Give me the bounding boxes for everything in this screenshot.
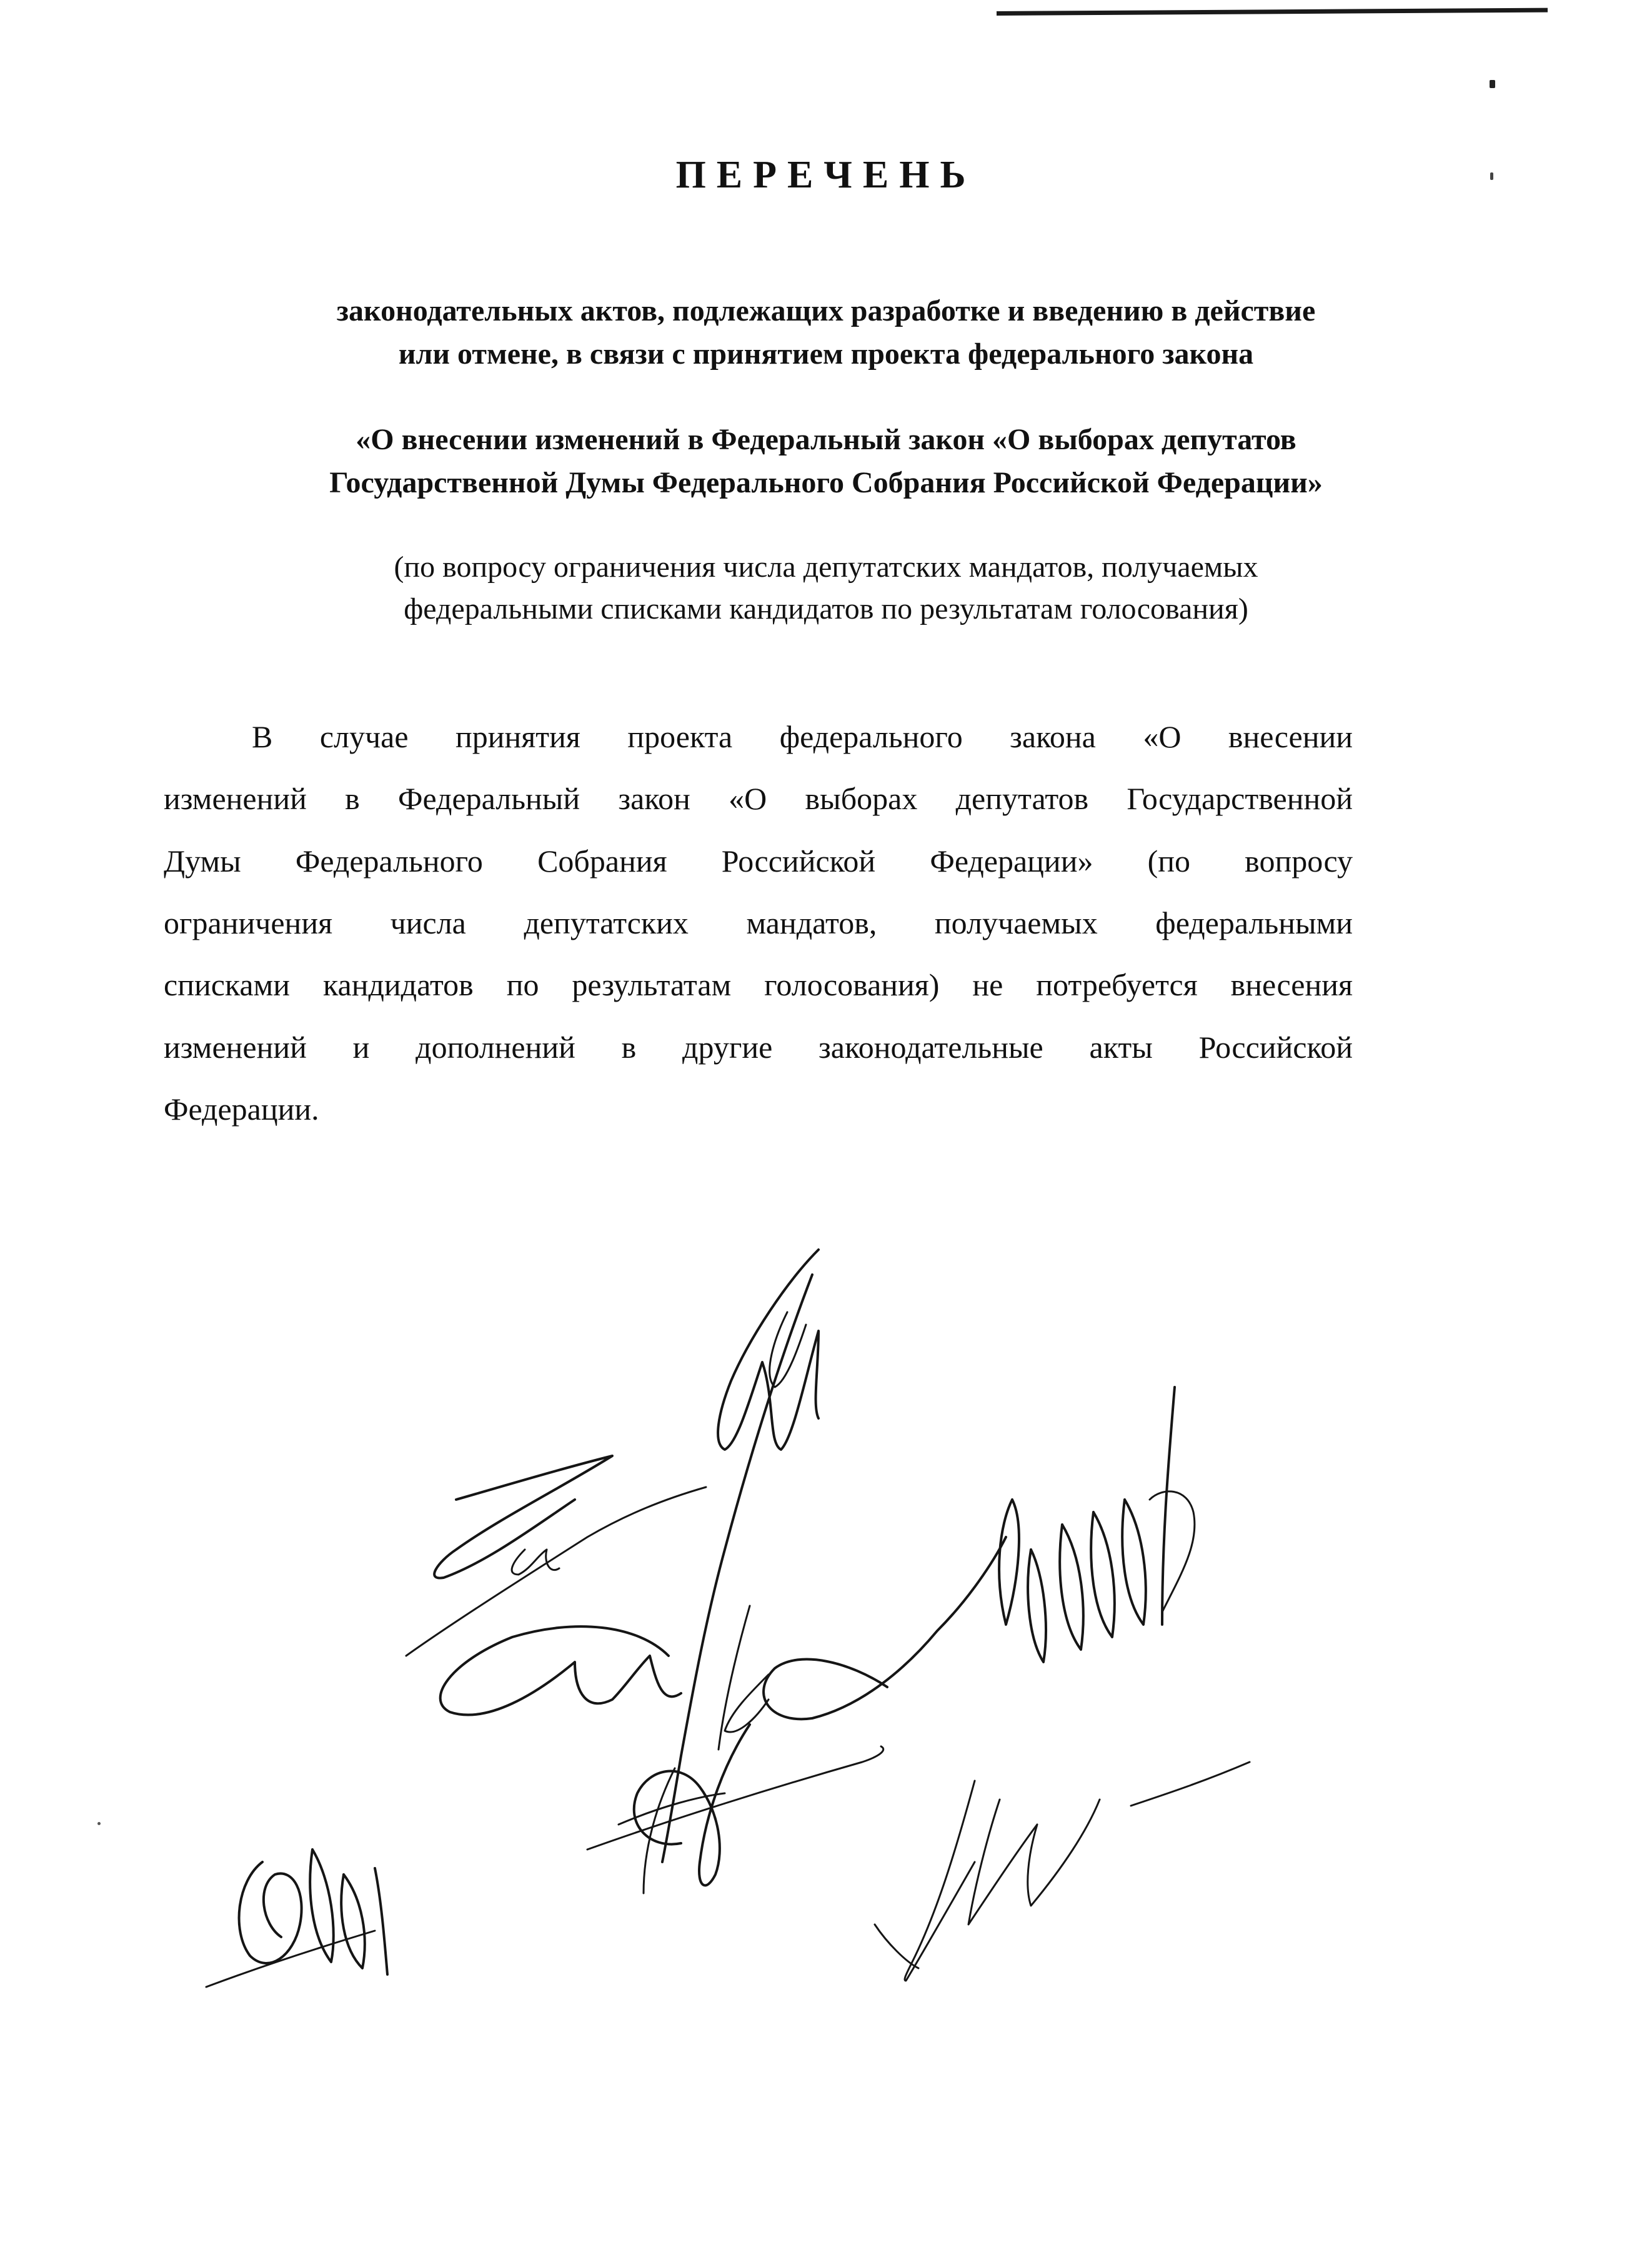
body-paragraph-line: Федерации.	[164, 1092, 319, 1127]
signature-left-middle	[406, 1456, 706, 1656]
subtitle-line: или отмене, в связи с принятием проекта федерального закона	[398, 337, 1254, 371]
scan-speck	[97, 1822, 101, 1825]
document-title: ПЕРЕЧЕНЬ	[675, 154, 977, 196]
subject-note-line: (по вопросу ограничения числа депутатских мандатов, получаемых	[394, 550, 1258, 584]
body-paragraph-line: изменений и дополнений в другие законодательные акты Российской	[164, 1030, 1353, 1065]
body-paragraph-line: В случае принятия проекта федерального закона «О внесении	[252, 719, 1353, 754]
scan-speck	[1490, 80, 1495, 88]
body-paragraph-line: Думы Федерального Собрания Российской Федерации» (по вопросу	[164, 844, 1353, 879]
subtitle-line: законодательных актов, подлежащих разработке и введению в действие	[336, 294, 1316, 327]
signature-bottom-right	[875, 1762, 1250, 1981]
body-paragraph-line: ограничения числа депутатских мандатов, получаемых федеральными	[164, 905, 1353, 940]
signature-right	[999, 1387, 1195, 1662]
signature-bottom-left	[206, 1849, 387, 1987]
law-name-line: Государственной Думы Федерального Собрания Российской Федерации»	[329, 466, 1323, 499]
law-name-line: «О внесении изменений в Федеральный закон «О выборах депутатов	[356, 423, 1296, 456]
body-paragraph-line: списками кандидатов по результатам голосования) не потребуется внесения	[164, 967, 1353, 1002]
subject-note-line: федеральными списками кандидатов по результатам голосования)	[404, 592, 1248, 625]
body-paragraph-line: изменений в Федеральный закон «О выборах депутатов Государственной	[164, 781, 1353, 816]
signature-top-center	[662, 1250, 819, 1862]
signature-lower-center	[587, 1725, 883, 1893]
signatures-block	[187, 1175, 1325, 2062]
scan-top-rule	[997, 8, 1548, 16]
signature-center-loops	[440, 1537, 1006, 1750]
